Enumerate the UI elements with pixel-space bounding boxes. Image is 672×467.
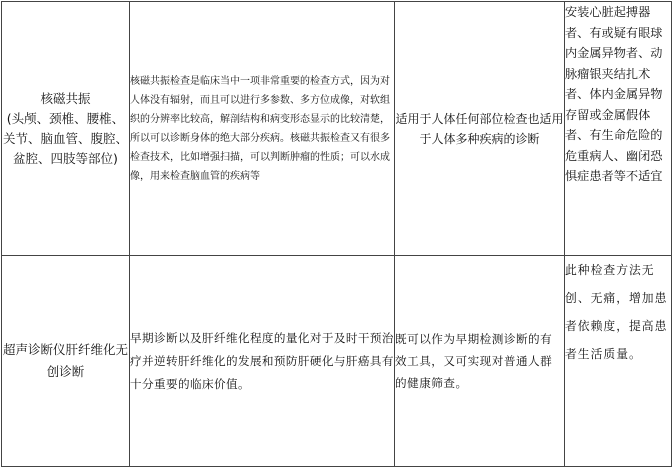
exam-scope: (头颅、颈椎、腰椎、关节、脑血管、腹腔、盆腔、四肢等部位) — [2, 110, 128, 166]
exam-description: 核磁共振检查是临床当中一项非常重要的检查方式，因为对人体没有辐射，而且可以进行多参数、多方位成像，对软组织的分辨率比较高，解剖结构和病变形态显示的比较清楚，所以可以诊断身体的绝大部分疾病。核磁共振检查又有很多检查技术，比如增强扫描，可以判断肿瘤的性质；可以水成像，用来检查脑血管的疾病等 — [130, 2, 395, 256]
exam-name: 核磁共振 — [40, 90, 91, 106]
exam-application: 既可以作为早期检测诊断的有效工具，又可实现对普通人群的健康筛查。 — [395, 256, 565, 467]
table-row-ultrasound — [2, 256, 672, 467]
exam-contraindication: 此种检查方法无创、无痛，增加患者依赖度，提高患者生活质量。 — [565, 256, 672, 467]
exam-methods-table — [1, 1, 672, 467]
exam-description: 早期诊断以及肝纤维化程度的量化对于及时干预治疗并逆转肝纤维化的发展和预防肝硬化与肝癌具有十分重要的临床价值。 — [130, 256, 395, 467]
exam-name-cell — [2, 2, 130, 256]
exam-contraindication: 安装心脏起搏器者、有或疑有眼球内金属异物者、动脉瘤银夹结扎术者、体内金属异物存留或金属假体者、有生命危险的危重病人、幽闭恐惧症患者等不适宜 — [565, 2, 672, 256]
exam-name: 超声诊断仪肝纤维化无创诊断 — [2, 256, 130, 467]
table-row-mri — [2, 2, 672, 256]
exam-application: 适用于人体任何部位检查也适用于人体多种疾病的诊断 — [395, 2, 565, 256]
